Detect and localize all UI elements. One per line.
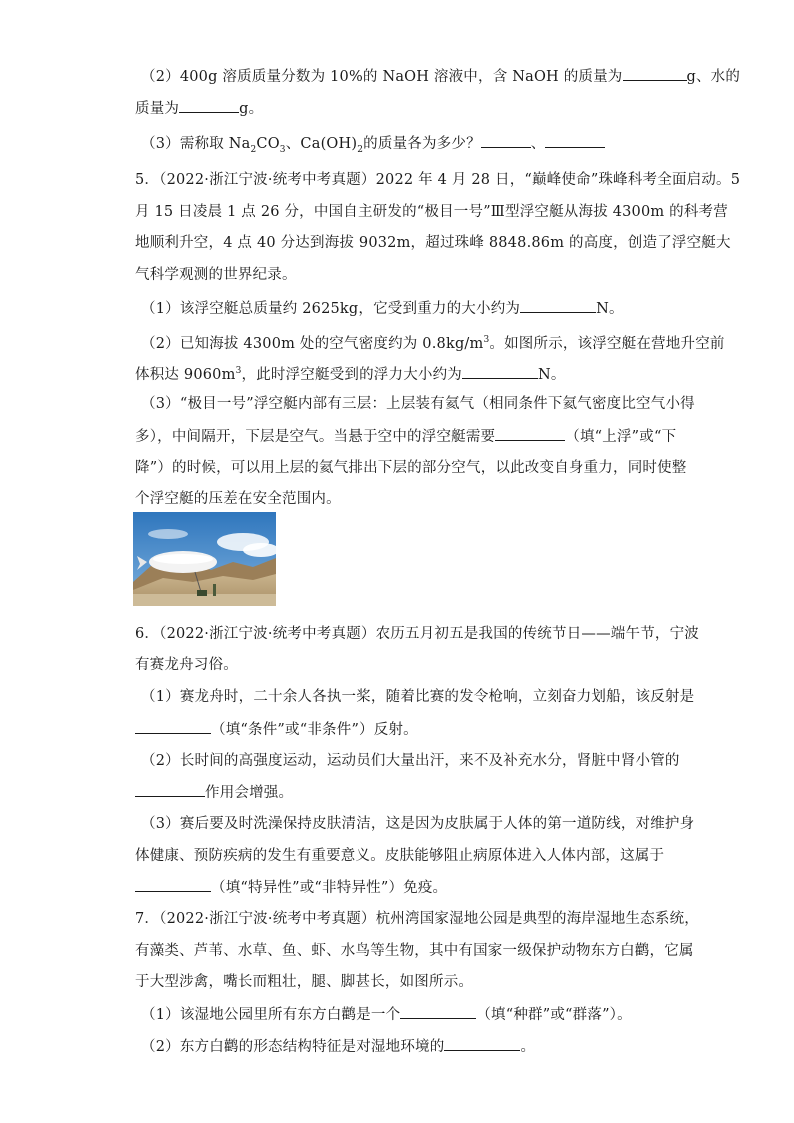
q4-part3-text: CO	[256, 136, 280, 152]
q7-part1-text: （填“种群”或“群落”）。	[476, 1007, 632, 1023]
answer-blank[interactable]	[179, 98, 239, 113]
answer-blank[interactable]	[495, 426, 565, 441]
q7-stem-line2: 有藻类、芦苇、水草、鱼、虾、水鸟等生物，其中有国家一级保护动物东方白鹳，它属	[135, 943, 694, 959]
q7-part2-text: （2）东方白鹳的形态结构特征是对湿地环境的	[141, 1039, 445, 1055]
q6-part2-line1: （2）长时间的高强度运动，运动员们大量出汗，来不及补充水分，肾脏中肾小管的	[141, 753, 680, 769]
q7-stem-line3: 于大型涉禽，嘴长而粗壮，腿、脚甚长，如图所示。	[135, 974, 474, 990]
q4-part2-unit: g。	[239, 101, 264, 117]
answer-blank[interactable]	[400, 1004, 476, 1019]
q4-part2-text: （2）400g 溶质质量分数为 10%的 NaOH 溶液中，含 NaOH 的质量为	[141, 69, 623, 85]
q5-part2-text: （2）已知海拔 4300m 处的空气密度约为 0.8kg/m	[141, 335, 484, 352]
q7-part1	[141, 1004, 632, 1025]
q5-part3-line4: 个浮空艇的压差在安全范围内。	[135, 491, 341, 507]
q7-part2	[141, 1036, 535, 1057]
q6-part2-text: 作用会增强。	[205, 785, 294, 801]
answer-blank[interactable]	[444, 1036, 520, 1051]
subscript: 3	[279, 144, 286, 155]
q5-part1-text: （1）该浮空艇总质量约 2625kg，它受到重力的大小约为	[141, 301, 521, 317]
answer-blank[interactable]	[135, 782, 205, 797]
answer-blank[interactable]	[623, 66, 687, 81]
superscript: 3	[483, 335, 490, 345]
q6-stem-line2: 有赛龙舟习俗。	[135, 657, 238, 673]
q5-part2-text: 。如图所示，该浮空艇在营地升空前	[489, 335, 725, 352]
q5-part3-line1: （3）“极目一号”浮空艇内部有三层：上层装有氦气（相同条件下氦气密度比空气小得	[141, 396, 695, 412]
q6-part3-line2: 体健康、预防疾病的发生有重要意义。皮肤能够阻止病原体进入人体内部，这属于	[135, 848, 665, 864]
q5-part2-text: ，此时浮空艇受到的浮力大小约为	[241, 366, 462, 383]
q5-part2-unit: N。	[538, 366, 566, 383]
q6-part1-line2	[135, 719, 418, 740]
q4-part3-line	[141, 133, 605, 160]
q6-part3-line3	[135, 877, 447, 898]
q5-part2-line2	[135, 361, 566, 385]
q7-stem-line1: 7．（2022·浙江宁波·统考中考真题）杭州湾国家湿地公园是典型的海岸湿地生态系统，	[135, 911, 699, 927]
q4-part3-separator: 、	[530, 136, 546, 152]
answer-blank[interactable]	[520, 298, 596, 313]
q5-part3-text: （填“上浮”或“下	[565, 429, 677, 445]
q6-stem-line1: 6．（2022·浙江宁波·统考中考真题）农历五月初五是我国的传统节日——端午节，宁波	[135, 626, 699, 642]
q7-part1-text: （1）该湿地公园里所有东方白鹳是一个	[141, 1007, 401, 1023]
q5-stem-line4: 气科学观测的世界纪录。	[135, 267, 297, 283]
q4-part2-line1	[141, 66, 740, 87]
superscript: 3	[235, 366, 242, 376]
q4-part3-text: 、Ca(OH)	[285, 136, 358, 152]
airship-photo	[133, 512, 276, 606]
answer-blank[interactable]	[135, 719, 211, 734]
answer-blank[interactable]	[481, 133, 531, 148]
q6-part3-text: （填“特异性”或“非特异性”）免疫。	[211, 880, 448, 896]
q5-part2-line1	[141, 330, 725, 354]
q5-part3-text: 多），中间隔开，下层是空气。当悬于空中的浮空艇需要	[135, 429, 496, 445]
q4-part3-text: 的质量各为多少？	[363, 136, 481, 152]
q6-part3-line1: （3）赛后要及时洗澡保持皮肤清洁，这是因为皮肤属于人体的第一道防线，对维护身	[141, 816, 695, 832]
subscript: 2	[357, 144, 364, 155]
q4-part3-text: （3）需称取 Na	[141, 136, 251, 152]
q5-stem-line3: 地顺利升空，4 点 40 分达到海拔 9032m，超过珠峰 8848.86m 的高度，创造了浮空艇大	[135, 235, 731, 251]
q5-part3-line2	[135, 426, 676, 447]
q5-part1	[141, 298, 624, 319]
q4-part2-line2	[135, 98, 263, 119]
q4-part2-unit: g、水的	[686, 69, 741, 85]
answer-blank[interactable]	[545, 133, 605, 148]
q5-stem-line1: 5．（2022·浙江宁波·统考中考真题）2022 年 4 月 28 日，“巅峰使命”珠峰科考全面启动。5	[135, 172, 741, 188]
q5-part2-text: 体积达 9060m	[135, 366, 236, 383]
q6-part1-text: （填“条件”或“非条件”）反射。	[211, 722, 418, 738]
q5-part1-unit: N。	[596, 301, 624, 317]
q5-stem-line2: 月 15 日凌晨 1 点 26 分，中国自主研发的“极目一号”Ⅲ型浮空艇从海拔 4300m 的科考营	[135, 204, 728, 220]
q7-part2-text: 。	[520, 1039, 536, 1055]
answer-blank[interactable]	[135, 877, 211, 892]
subscript: 2	[250, 144, 257, 155]
q6-part2-line2	[135, 782, 293, 803]
q6-part1-line1: （1）赛龙舟时，二十余人各执一桨，随着比赛的发令枪响，立刻奋力划船，该反射是	[141, 689, 695, 705]
q5-part3-line3: 降”）的时候，可以用上层的氦气排出下层的部分空气，以此改变自身重力，同时使整	[135, 460, 687, 476]
q4-part2-text: 质量为	[135, 101, 180, 117]
answer-blank[interactable]	[462, 364, 538, 379]
